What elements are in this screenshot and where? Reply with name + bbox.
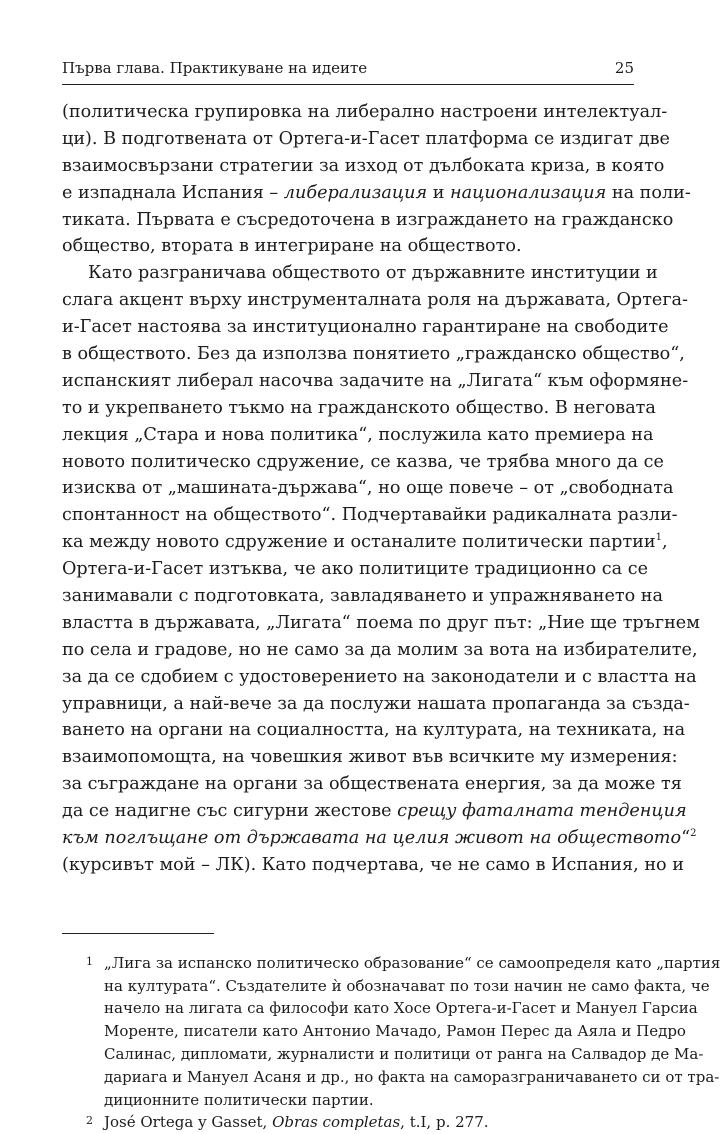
- text-line: в обществото. Без да използва понятието „гражданско общество“,: [62, 344, 685, 365]
- footnote-line: диционните политически партии.: [104, 1090, 374, 1109]
- text-line: за да се сдобием с удостоверението на законодатели и с властта на: [62, 666, 697, 687]
- text-line: то и укрепването тъкмо на гражданското общество. В неговата: [62, 397, 656, 418]
- footnote-line: Моренте, писатели като Антонио Мачадо, Рамон Перес да Аяла и Педро: [104, 1022, 686, 1041]
- text-line: спонтанност на обществото“. Подчертавайки радикалната разли-: [62, 505, 678, 526]
- text-line: (курсивът мой – ЛК). Като подчертава, че не само в Испания, но и: [62, 854, 684, 875]
- footnotes: [62, 952, 720, 1134]
- main-text: [62, 99, 700, 879]
- text-line: Като разграничава обществото от държавните институции и: [88, 263, 658, 284]
- footnote-line: дариага и Мануел Асаня и др., но факта на саморазграничаването си от тра-: [104, 1067, 720, 1086]
- text-line: взаимопомощта, на човешкия живот във всичките му измерения:: [62, 747, 678, 768]
- footnote-line: José Ortega y Gasset, Obras completas, t.I, p. 277.: [104, 1113, 489, 1132]
- footnote-number: 2: [86, 1114, 93, 1128]
- text-line: новото политическо сдружение, се казва, че трябва много да се: [62, 451, 664, 472]
- book-page: [62, 58, 720, 1134]
- italic-title: Obras completas: [272, 1113, 401, 1132]
- footnote-2: [62, 1111, 634, 1134]
- text-line: Ортега-и-Гасет изтъква, че ако политиците традиционно са се: [62, 559, 648, 580]
- footnote-line: на културата“. Създателите ѝ обозначават по този начин не само факта, че: [104, 976, 710, 995]
- footnote-separator: [62, 933, 214, 934]
- text-line: лекция „Стара и нова политика“, послужила като премиера на: [62, 424, 654, 445]
- italic-term: национализация: [450, 182, 607, 203]
- text-line: ци). В подготвената от Ортега-и-Гасет платформа се издигат две: [62, 128, 670, 149]
- text-line: взаимосвързани стратегии за изход от дълбоката криза, в която: [62, 155, 665, 176]
- text-line: ването на органи на социалността, на културата, на техниката, на: [62, 720, 686, 741]
- text-line: управници, а най-вече за да послужи нашата пропаганда за създа-: [62, 693, 690, 714]
- italic-quote: срещу фаталната тенденция: [397, 801, 687, 822]
- footnote-line: Салинас, дипломати, журналисти и политици от ранга на Салвадор де Ма-: [104, 1045, 704, 1064]
- footnote-line: начело на лигата са философи като Хосе Ортега-и-Гасет и Мануел Гарсиа: [104, 999, 698, 1018]
- text-line: слага акцент върху инструменталната роля на държавата, Ортега-: [62, 290, 688, 311]
- text-line: по села и градове, но не само за да молим за вота на избирателите,: [62, 639, 698, 660]
- running-header: [62, 58, 634, 85]
- text-line: е изпаднала Испания – либерализация и национализация на поли-: [62, 182, 691, 203]
- text-line: общество, втората в интегриране на обществото.: [62, 236, 522, 257]
- italic-term: либерализация: [283, 182, 428, 203]
- text-line: ка между новото сдружение и останалите политически партии$^1$,: [62, 532, 668, 553]
- footnote-marker[interactable]: 1: [655, 532, 663, 544]
- running-title: Първа глава. Практикуване на идеите: [62, 59, 368, 77]
- footnote-1: [62, 952, 720, 1112]
- text-line: занимавали с подготовката, завладяването и упражняването на: [62, 586, 663, 607]
- text-line: тиката. Първата е съсредоточена в изграждането на гражданско: [62, 209, 674, 230]
- footnote-line: „Лига за испанско политическо образование“ се самоопределя като „партия: [104, 953, 720, 972]
- text-line: и-Гасет настоява за институционално гарантиране на свободите: [62, 317, 669, 338]
- text-line: (политическа групировка на либерално настроени интелектуал-: [62, 102, 668, 122]
- text-line: властта в държавата, „Лигата“ поема по друг път: „Ние ще тръгнем: [62, 612, 700, 633]
- text-line: към поглъщане от държавата на целия живот на обществото“$^2$: [62, 828, 697, 849]
- text-line: за съграждане на органи за обществената енергия, за да може тя: [62, 774, 682, 795]
- text-line: испанският либерал насочва задачите на „Лигата“ към оформяне-: [62, 370, 689, 391]
- footnote-marker[interactable]: 2: [690, 828, 697, 840]
- footnote-number: 1: [86, 954, 93, 968]
- page-number: 25: [614, 59, 634, 77]
- italic-quote: към поглъщане от държавата на целия живот на обществото: [62, 828, 682, 849]
- text-line: да се надигне със сигурни жестове срещу фаталната тенденция: [62, 801, 687, 822]
- text-line: изисква от „машината-държава“, но още повече – от „свободната: [62, 478, 674, 499]
